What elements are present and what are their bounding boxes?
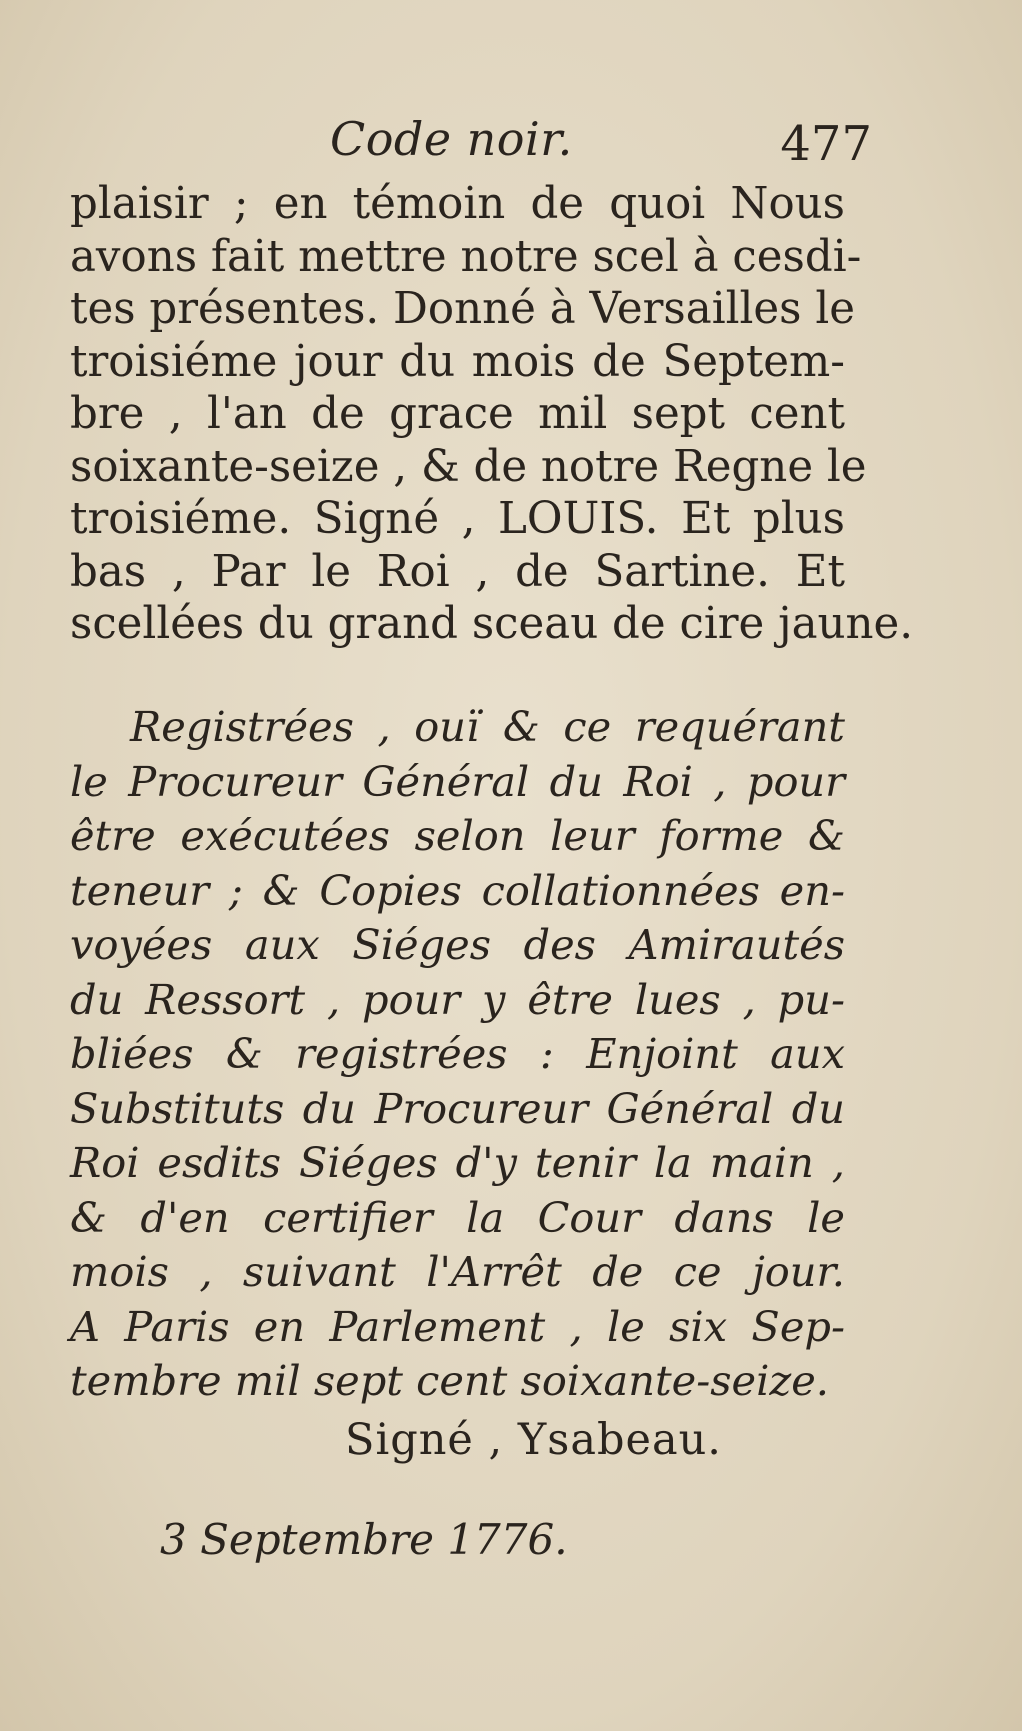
register-line: le Procureur Général du Roi , pour — [70, 756, 845, 806]
register-line: être exécutées selon leur forme & — [70, 811, 845, 860]
body-line: avons fait mettre notre scel à cesdi- — [70, 231, 862, 282]
register-line: Registrées , ouï & ce requérant — [130, 702, 845, 751]
body-paragraph — [70, 178, 914, 651]
register-line: & d'en certifier la Cour dans le — [70, 1192, 845, 1242]
register-line: mois , suivant l'Arrêt de ce jour. — [70, 1247, 845, 1296]
body-line: bre , l'an de grace mil sept cent — [70, 389, 845, 439]
register-line: du Ressort , pour y être lues , pu- — [70, 974, 845, 1024]
page-header — [330, 112, 872, 172]
body-line: soixante-seize , & de notre Regne le — [70, 441, 867, 492]
body-line: troisiéme jour du mois de Septem- — [70, 336, 845, 387]
register-line: bliées & registrées : Enjoint aux — [70, 1029, 845, 1078]
body-line: bas , Par le Roi , de Sartine. Et — [70, 546, 845, 597]
running-title: Code noir. — [330, 112, 573, 166]
body-line: troisiéme. Signé , LOUIS. Et plus — [70, 494, 845, 544]
register-line: teneur ; & Copies collationnées en- — [70, 865, 845, 915]
body-line: scellées du grand sceau de cire jaune. — [70, 599, 914, 649]
register-line: tembre mil sept cent soixante-seize. — [70, 1356, 829, 1405]
register-line: Roi esdits Siéges d'y tenir la main , — [70, 1138, 845, 1187]
date-line: 3 Septembre 1776. — [160, 1515, 568, 1564]
register-line: Substituts du Procureur Général du — [70, 1083, 845, 1133]
page-number: 477 — [780, 116, 872, 172]
registration-paragraph — [70, 700, 845, 1409]
signature-line: Signé , Ysabeau. — [345, 1415, 722, 1465]
body-line: plaisir ; en témoin de quoi Nous — [70, 179, 845, 229]
register-line: voyées aux Siéges des Amirautés — [70, 920, 845, 969]
register-line: A Paris en Parlement , le six Sep- — [70, 1301, 845, 1351]
body-line: tes présentes. Donné à Versailles le — [70, 284, 855, 334]
